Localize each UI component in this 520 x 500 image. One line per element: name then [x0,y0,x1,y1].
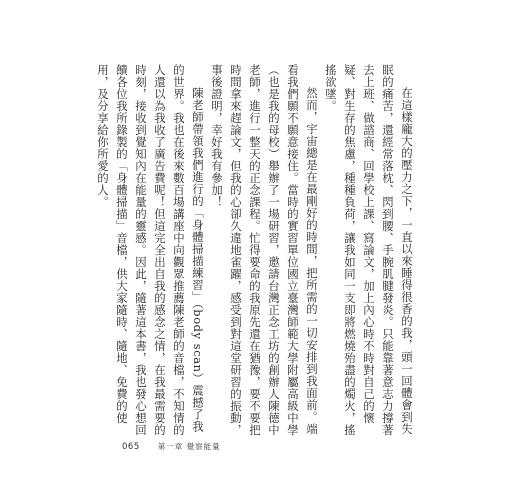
chapter-label: 第一章 覺察能量 [157,442,221,451]
paragraph: 陳老師帶領我們進行的「身體掃描練習」（body scan）震撼了我的世界。我也在後來數百場講座中向觀眾推薦陳老師的音檔，不知情的人還以為我收了廣告費呢！但這完全出自我的感念之情，在我最需要的時刻，接收到覺知內在能量的靈感。因此，隨著這本書，我也發心想回饋各位我所錄製的「身體掃描」音檔，供大家隨時、隨地、免費的使用，及分享給你所愛的人。 [96,64,205,436]
paragraph: 在這樣龐大的壓力之下，一直以來睡得很香的我，頭一回體會到失眠的痛苦，還經常落枕、閃到腰、手腕肌腱發炎。只能靠著意志力撐著去上班、做諮商、回學校上課、寫論文，加上內心時不時對自己的懷疑、對生存的焦慮，種種負荷，讓我如同一支即將燃燒殆盡的燭火，搖搖欲墜。 [324,64,414,436]
page-number: 065 [122,442,140,452]
body-text [93,64,416,444]
page-footer [122,441,221,452]
paragraph: 然而，宇宙總是在最剛好的時間，把所需的一切安排到我面前。端看我們願不願意接住。當時的實習單位國立臺灣師範大學附屬高級中學（也是我的母校）舉辦了一場研習，邀請台灣正念工坊的創辦人陳德中老師，進行一整天的正念課程。忙得要命的我原先還在猶豫，要不要把時間拿來趕論文，但我的心卻久違地雀躍，感受到對這堂研習的振動，事後證明，幸好我有參加！ [210,64,319,436]
